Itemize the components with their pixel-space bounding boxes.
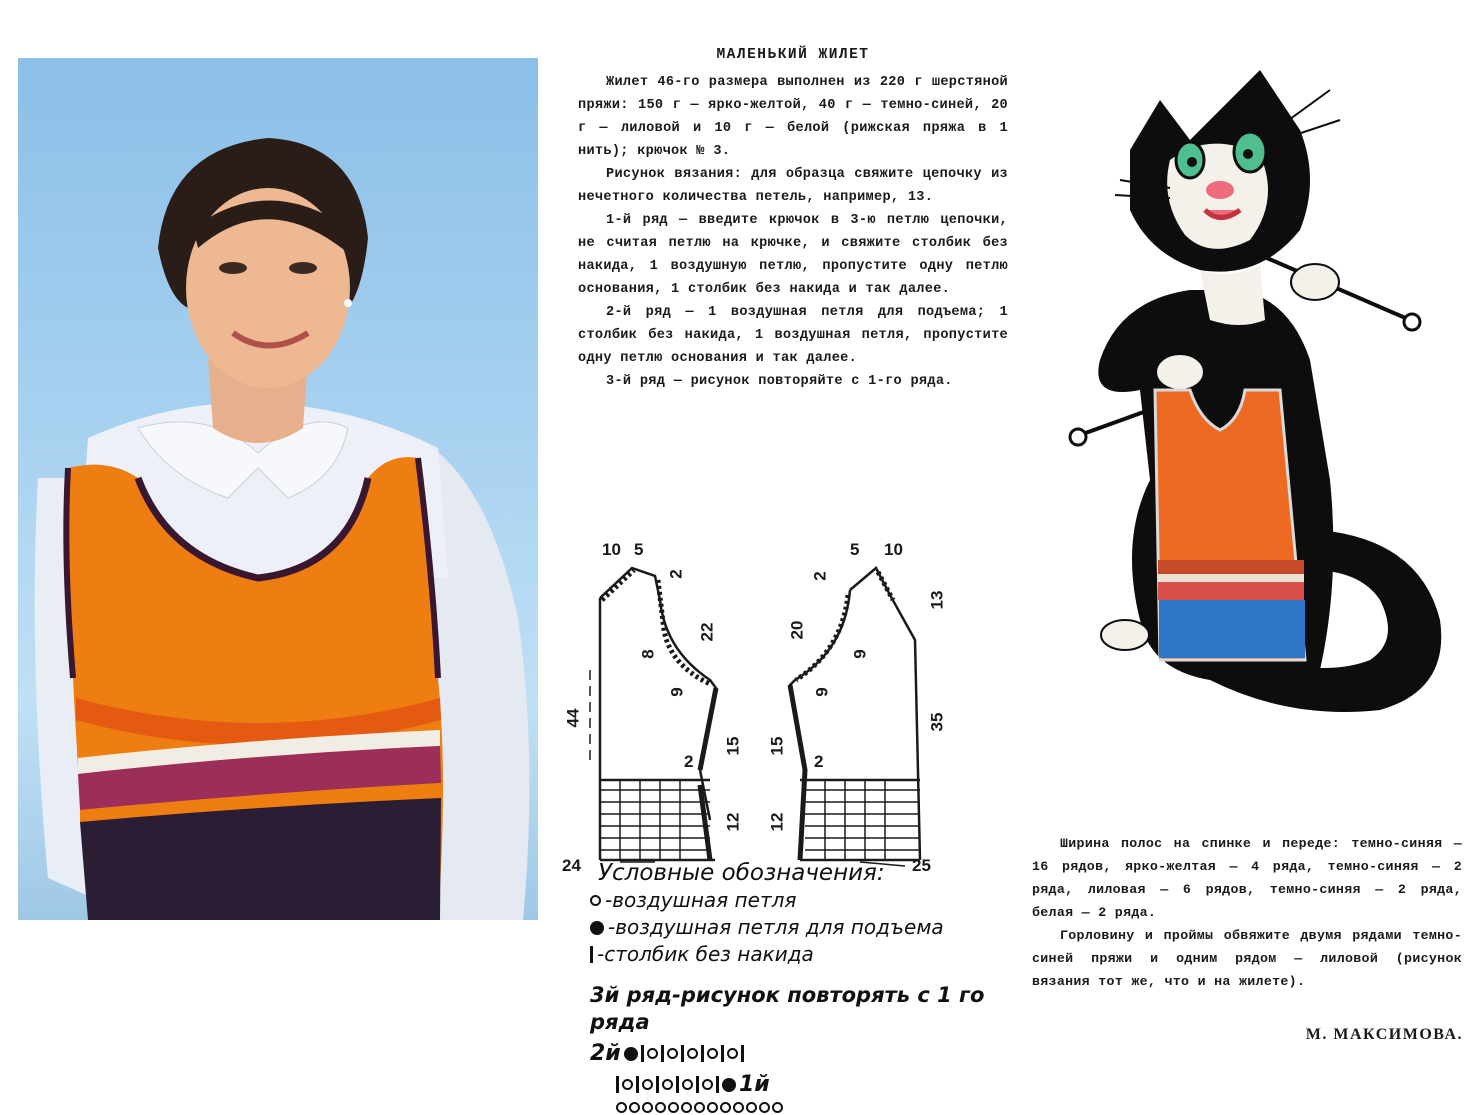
back-armhole-label: 22 (697, 622, 717, 642)
front-rib-label: 12 (767, 812, 787, 832)
model-photo (18, 58, 538, 920)
stripe-instructions (1032, 832, 1462, 993)
article-paragraph: 2-й ряд — 1 воздушная петля для подъема; 1 столбик без накида, 1 воздушная петля, пропустите одну петлю основания и так далее. (578, 305, 1008, 366)
article-paragraph: Жилет 46-го размера выполнен из 220 г шерстяной пряжи: 150 г — ярко-желтой, 40 г — темно-синей, 20 г — лиловой и 10 г — белой (рижская пряжа в 1 нить); крючок № 3. (578, 75, 1008, 159)
open-circle-icon (733, 1102, 744, 1113)
legend-item-chain (590, 887, 1020, 914)
open-circle-icon (642, 1079, 653, 1090)
legend-item-label: -воздушная петля (605, 888, 797, 912)
legend-item-label: -столбик без накида (597, 942, 814, 966)
open-circle-icon (720, 1102, 731, 1113)
article-paragraph: 1-й ряд — введите крючок в 3-ю петлю цепочки, не считая петлю на крючке, и свяжите столбик без накида, 1 воздушную петлю, пропустите одну петлю основания, 1 столбик без накида и так далее. (578, 213, 1008, 297)
cat-drawing (1060, 60, 1460, 720)
front-bottom-label: 25 (912, 856, 931, 875)
bar-icon (721, 1045, 724, 1062)
front-shoulder-label: 2 (810, 571, 830, 581)
back-length-label: 44 (563, 708, 583, 728)
bar-icon (681, 1045, 684, 1062)
back-neck-label: 8 (638, 649, 658, 659)
open-circle-icon (707, 1102, 718, 1113)
open-circle-icon (772, 1102, 783, 1113)
stitch-row-1 (616, 1071, 1020, 1098)
open-circle-icon (681, 1102, 692, 1113)
row-2-label: 2й (590, 1041, 621, 1066)
open-circle-icon (662, 1079, 673, 1090)
front-top-mid-label: 5 (850, 540, 860, 559)
back-rib-label: 12 (723, 812, 743, 832)
legend-title: Условные обозначения: (598, 860, 885, 886)
knitting-cat-illustration (1060, 60, 1460, 720)
back-rib-lines (600, 780, 710, 860)
article-paragraph: 3-й ряд — рисунок повторяйте с 1-го ряда. (606, 374, 953, 389)
legend-item-single-crochet (590, 941, 1020, 968)
bar-icon (661, 1045, 664, 1062)
front-top-right-label: 10 (884, 540, 903, 559)
front-side-label: 9 (812, 687, 832, 697)
instructions-paragraph: Горловину и проймы обвяжите двумя рядами темно-синей пряжи и одним рядом — лиловой (рисунок вязания тот же, что и на жилете). (1032, 928, 1462, 989)
open-circle-icon (655, 1102, 666, 1113)
front-waist-shift-label: 2 (814, 752, 824, 771)
bar-icon (656, 1076, 659, 1093)
instructions-paragraph: Ширина полос на спинке и переде: темно-синяя — 16 рядов, ярко-желтая — 4 ряда, темно-синяя — 2 ряда, лиловая — 6 рядов, темно-синяя — 2 ряда, белая — 2 ряда. (1032, 836, 1462, 920)
front-waist-height-label: 15 (767, 736, 787, 756)
open-circle-icon (746, 1102, 757, 1113)
bar-icon (716, 1076, 719, 1093)
open-circle-icon (590, 895, 601, 906)
legend (590, 860, 1020, 1113)
open-circle-icon (727, 1048, 738, 1059)
filled-circle-icon (722, 1078, 736, 1092)
open-circle-icon (667, 1048, 678, 1059)
back-shoulder-label: 2 (666, 569, 686, 579)
bar-icon (676, 1076, 679, 1093)
row-1-label: 1й (739, 1072, 770, 1097)
legend-rule: 3й ряд-рисунок повторять с 1 го ряда (590, 983, 985, 1034)
open-circle-icon (622, 1079, 633, 1090)
open-circle-icon (702, 1079, 713, 1090)
front-piece (790, 568, 920, 860)
author-signature: М. МАКСИМОВА. (1305, 1026, 1463, 1043)
front-neck-label: 9 (850, 649, 870, 659)
open-circle-icon (759, 1102, 770, 1113)
stitch-row-2 (590, 1040, 1020, 1067)
article (578, 44, 1008, 393)
filled-circle-icon (624, 1047, 638, 1061)
front-length-label: 35 (927, 712, 947, 732)
bar-icon (641, 1045, 644, 1062)
bar-icon (636, 1076, 639, 1093)
article-paragraph: Рисунок вязания: для образца свяжите цепочку из нечетного количества петель, например, 13. (578, 167, 1008, 205)
bar-icon (590, 946, 593, 963)
open-circle-icon (687, 1048, 698, 1059)
back-waist-height-label: 15 (723, 736, 743, 756)
back-waist-shift-label: 2 (684, 752, 694, 771)
open-circle-icon (642, 1102, 653, 1113)
back-bottom-label: 24 (562, 856, 581, 875)
bar-icon (616, 1076, 619, 1093)
front-armhole-label: 13 (927, 590, 947, 610)
legend-item-turning-chain (590, 914, 1020, 941)
article-title: МАЛЕНЬКИЙ ЖИЛЕТ (716, 47, 870, 63)
legend-item-label: -воздушная петля для подъема (608, 915, 944, 939)
stitch-row-chain (616, 1102, 1020, 1113)
bar-icon (696, 1076, 699, 1093)
back-piece (600, 568, 716, 860)
back-top-left-label: 10 (602, 540, 621, 559)
open-circle-icon (707, 1048, 718, 1059)
back-top-mid-label: 5 (634, 540, 644, 559)
open-circle-icon (616, 1102, 627, 1113)
bar-icon (701, 1045, 704, 1062)
open-circle-icon (682, 1079, 693, 1090)
bar-icon (741, 1045, 744, 1062)
front-neck-depth-label: 20 (787, 620, 807, 640)
pattern-diagram (560, 540, 1020, 880)
open-circle-icon (647, 1048, 658, 1059)
open-circle-icon (668, 1102, 679, 1113)
filled-circle-icon (590, 921, 604, 935)
front-rib-lines (805, 780, 920, 860)
pattern-outline (560, 540, 1020, 880)
open-circle-icon (694, 1102, 705, 1113)
open-circle-icon (629, 1102, 640, 1113)
back-side-label: 9 (667, 687, 687, 697)
photo-illustration (18, 58, 538, 920)
